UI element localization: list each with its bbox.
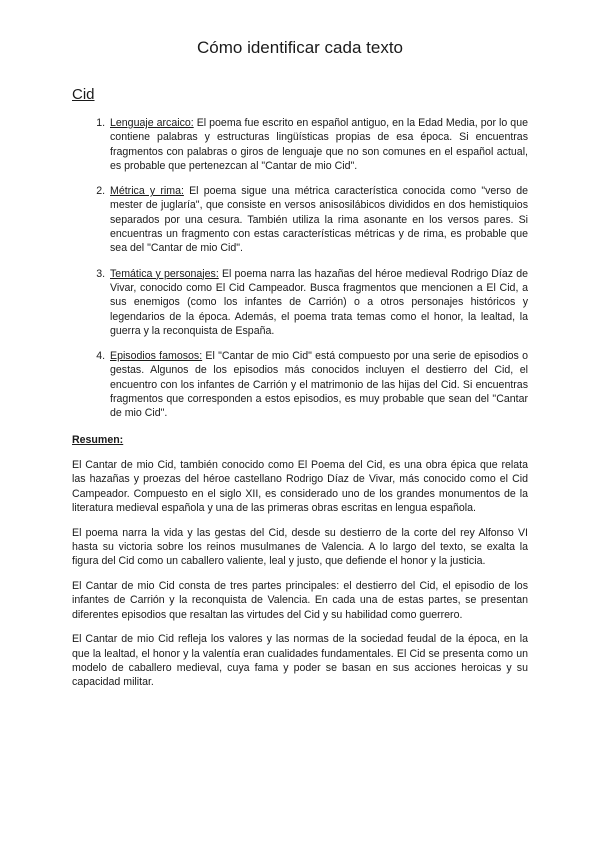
- summary-paragraph: El Cantar de mio Cid consta de tres partes principales: el destierro del Cid, el episodio de los infantes de Carrión y la reconquista de Valencia. En cada una de estas partes, se presentan diferentes episodios que resaltan las virtudes del Cid y su habilidad como guerrero.: [72, 580, 528, 621]
- section-heading: Cid: [72, 86, 95, 103]
- summary-heading: Resumen:: [72, 434, 124, 446]
- summary-paragraph: El Cantar de mio Cid, también conocido como El Poema del Cid, es una obra épica que relata las hazañas y proezas del héroe castellano Rodrigo Díaz de Vivar, más conocido como el Cid Campeador. Compuesto en el siglo XII, es considerado uno de los grandes monumentos de la literatura medieval española y una de las primeras obras escritas en lengua española.: [72, 459, 528, 514]
- criteria-list: [72, 116, 528, 432]
- criterion-label: Lenguaje arcaico:: [110, 117, 194, 129]
- criterion-text: El "Cantar de mio Cid" está compuesto por una serie de episodios o gestas. Algunos de los episodios más conocidos incluyen el destierro del Cid, el encuentro con los infantes de Carrión y el matrimonio de las hijas del Cid. Si encuentras fragmentos que corresponden a estos episodios, es muy probable que sean del "Cantar de mio Cid".: [110, 350, 528, 420]
- criterion-item: [108, 184, 528, 255]
- criterion-text: El poema sigue una métrica característica conocida como "verso de mester de juglaría", que consiste en versos anisosilábicos divididos en dos hemistiquios separados por una cesura. También utiliza la rima asonante en los versos pares. Si encuentras un fragmento con estas características métricas y de rima, es probable que sea del "Cantar de mio Cid".: [110, 185, 528, 255]
- criterion-text: El poema narra las hazañas del héroe medieval Rodrigo Díaz de Vivar, conocido como El Cid Campeador. Busca fragmentos que mencionen a El Cid, a sus enemigos (como los infantes de Carrión) o a otros personajes históricos y legendarios de la época. Además, el poema trata temas como el honor, la lealtad, la guerra y la reconquista de España.: [110, 267, 528, 337]
- criterion-item: [108, 267, 528, 338]
- criterion-item: [108, 349, 528, 420]
- criterion-item: [108, 116, 528, 173]
- criterion-label: Episodios famosos:: [110, 350, 203, 363]
- summary-paragraph: El poema narra la vida y las gestas del Cid, desde su destierro de la corte del rey Alfonso VI hasta su victoria sobre los reinos musulmanes de Valencia. A lo largo del texto, se exalta la figura del Cid como un caballero valiente, leal y justo, que defiende el honor y la justicia.: [72, 526, 528, 568]
- summary-paragraph: El Cantar de mio Cid refleja los valores y las normas de la sociedad feudal de la época, en la que la lealtad, el honor y la valentía eran cualidades fundamentales. El Cid se presenta como un modelo de caballero medieval, cuya fama y poder se basan en sus acciones heroicas y su capacidad militar.: [72, 633, 528, 689]
- summary-body: [72, 458, 528, 700]
- criterion-text: El poema fue escrito en español antiguo, en la Edad Media, por lo que contiene palabras y estructuras lingüísticas propias de esa época. Si encuentras fragmentos con palabras o giros de lenguaje que no son comunes en el español actual, es probable que pertenezcan al "Cantar de mio Cid".: [110, 117, 528, 172]
- page-title: Cómo identificar cada texto: [197, 38, 403, 57]
- criterion-label: Métrica y rima:: [110, 185, 184, 198]
- criterion-label: Temática y personajes:: [110, 267, 219, 280]
